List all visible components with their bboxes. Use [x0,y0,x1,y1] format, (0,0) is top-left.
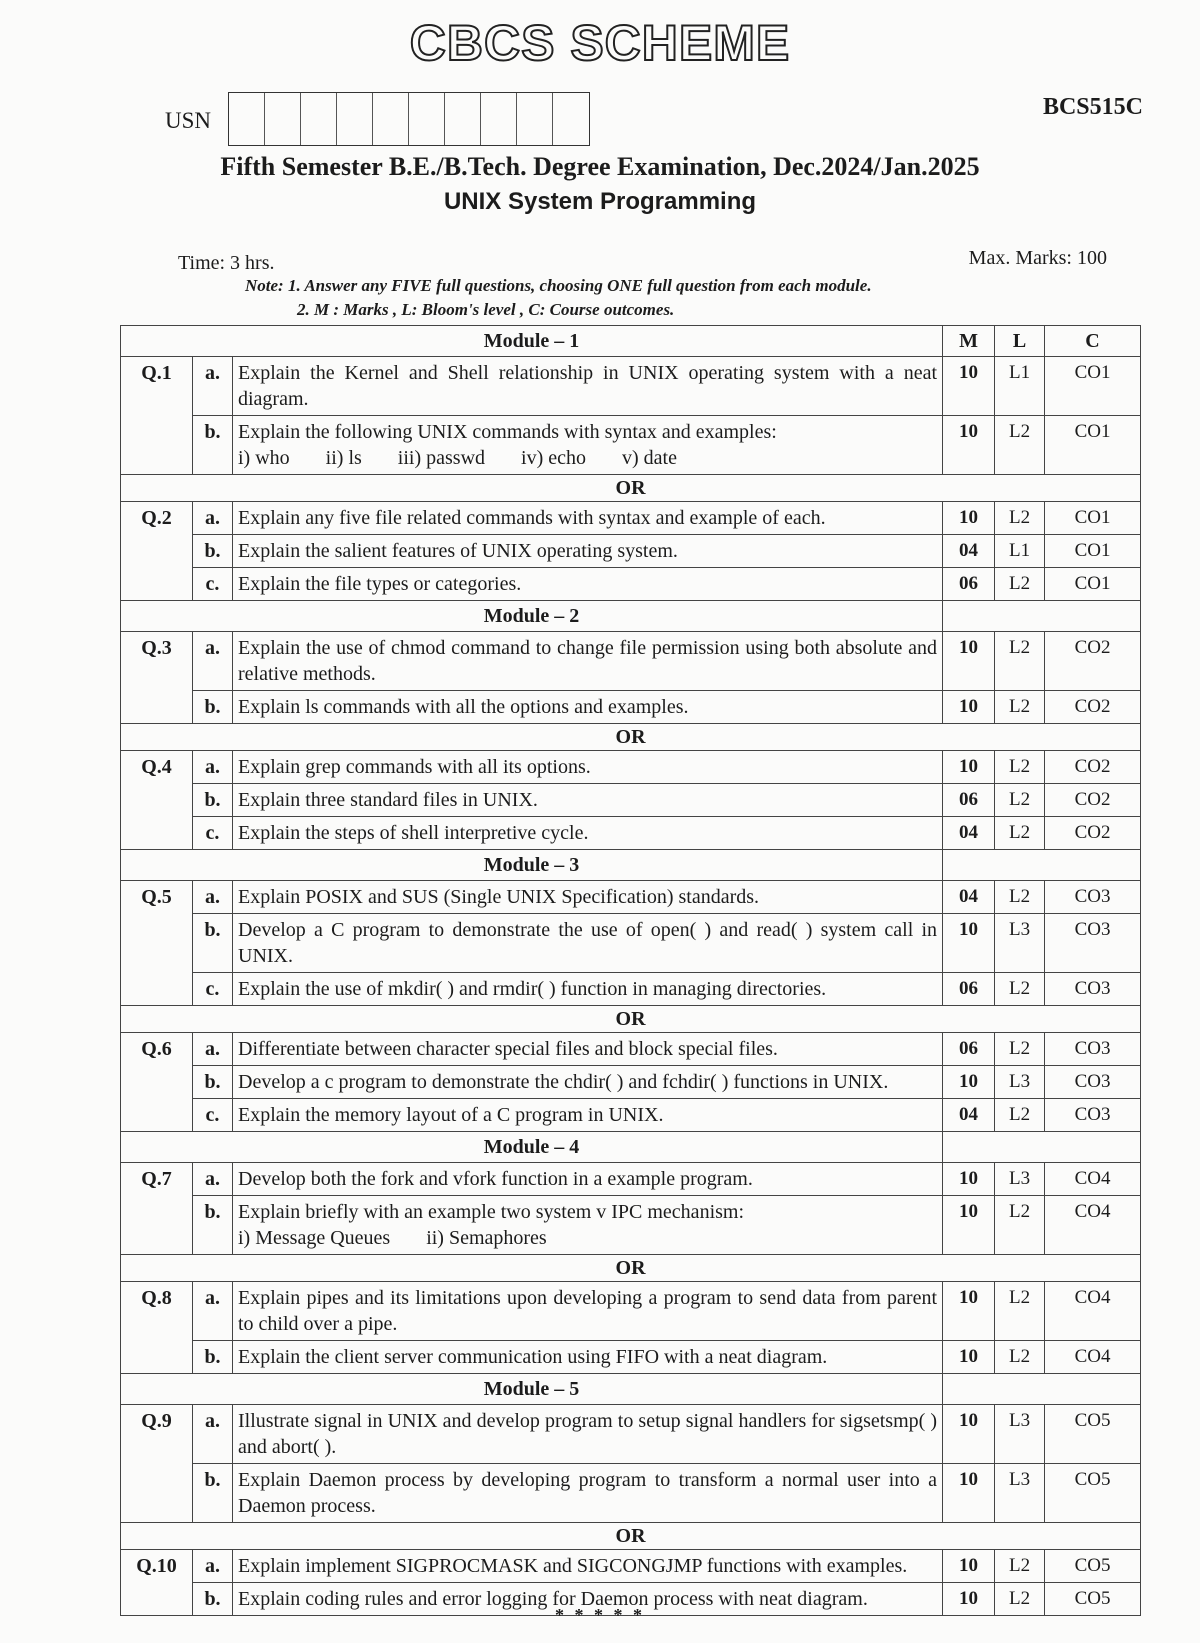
blooms-level: L2 [995,1196,1045,1255]
marks: 10 [943,1196,995,1255]
blooms-level: L2 [995,817,1045,850]
question-row [121,1405,1141,1464]
course-outcome: CO3 [1045,1066,1141,1099]
question-text-cell [233,691,943,724]
usn-box [517,93,553,145]
marks: 04 [943,817,995,850]
question-text-cell [233,1550,943,1583]
course-outcome: CO1 [1045,357,1141,416]
course-outcome: CO5 [1045,1405,1141,1464]
blooms-level: L1 [995,357,1045,416]
question-text: Explain the file types or categories. [238,573,522,595]
or-label: OR [121,475,1141,502]
part-label: a. [193,881,233,914]
part-label: b. [193,784,233,817]
marks: 10 [943,691,995,724]
part-label: b. [193,535,233,568]
question-text: Explain grep commands with all its options. [238,756,591,778]
marks: 10 [943,1341,995,1374]
question-text: Explain the memory layout of a C program in UNIX. [238,1104,664,1126]
part-label: b. [193,914,233,973]
question-text-cell [233,535,943,568]
marks: 06 [943,1033,995,1066]
part-label: c. [193,568,233,601]
part-label: a. [193,1405,233,1464]
blooms-level: L2 [995,1033,1045,1066]
marks: 10 [943,1405,995,1464]
blooms-level: L2 [995,691,1045,724]
course-outcome: CO3 [1045,973,1141,1006]
blooms-level: L2 [995,568,1045,601]
usn-box [229,93,265,145]
question-text: Develop a c program to demonstrate the chdir( ) and fchdir( ) functions in UNIX. [238,1071,889,1093]
blooms-level: L3 [995,1464,1045,1523]
sub-items [238,445,937,471]
question-text: Explain the use of mkdir( ) and rmdir( ) function in managing directories. [238,978,827,1000]
or-label: OR [121,1523,1141,1550]
or-row [121,1006,1141,1033]
question-text-cell [233,1066,943,1099]
marks: 06 [943,784,995,817]
marks: 10 [943,1163,995,1196]
module-header-row [121,601,1141,632]
question-text: Explain ls commands with all the options and examples. [238,696,689,718]
blooms-level: L2 [995,1583,1045,1616]
marks: 10 [943,1550,995,1583]
usn-label: USN [165,108,212,133]
part-label: a. [193,1282,233,1341]
marks: 10 [943,357,995,416]
marks: 10 [943,1066,995,1099]
part-label: b. [193,416,233,475]
blooms-level: L2 [995,632,1045,691]
question-text: Explain POSIX and SUS (Single UNIX Specification) standards. [238,886,760,908]
part-label: a. [193,1550,233,1583]
question-row [121,1033,1141,1066]
blooms-level: L2 [995,502,1045,535]
part-label: a. [193,502,233,535]
question-row [121,1550,1141,1583]
sub-item: i) Message Queues [238,1227,391,1249]
course-outcome: CO5 [1045,1550,1141,1583]
part-label: a. [193,632,233,691]
or-row [121,1523,1141,1550]
marks: 10 [943,632,995,691]
usn-box [409,93,445,145]
module-title-filler [943,850,1141,881]
question-table-body [121,326,1141,1616]
time-allowed: Time: 3 hrs. [178,252,275,274]
question-text: Differentiate between character special files and block special files. [238,1038,778,1060]
course-outcome: CO2 [1045,817,1141,850]
part-label: c. [193,817,233,850]
or-label: OR [121,1255,1141,1282]
blooms-level: L2 [995,1282,1045,1341]
sub-item: ii) ls [325,447,362,469]
question-text: Explain coding rules and error logging for Daemon process with neat diagram. [238,1588,868,1610]
question-row [121,691,1141,724]
usn-box [301,93,337,145]
module-title: Module – 1 [121,326,943,357]
question-table [120,325,1141,1616]
course-outcome: CO4 [1045,1282,1141,1341]
question-row [121,632,1141,691]
part-label: c. [193,1099,233,1132]
module-title-filler [943,1374,1141,1405]
question-text: Develop a C program to demonstrate the use of open( ) and read( ) system call in UNIX. [238,919,938,967]
question-text-cell [233,1405,943,1464]
question-number: Q.6 [121,1033,193,1132]
course-outcome: CO4 [1045,1341,1141,1374]
usn-boxes [228,92,590,146]
course-outcome: CO1 [1045,535,1141,568]
question-row [121,1282,1141,1341]
course-outcome: CO2 [1045,632,1141,691]
question-text-cell [233,502,943,535]
question-row [121,751,1141,784]
end-mark: * * * * * [555,1605,645,1625]
usn-box [337,93,373,145]
module-title-filler [943,601,1141,632]
course-outcome: CO4 [1045,1196,1141,1255]
part-label: b. [193,1196,233,1255]
question-text-cell [233,632,943,691]
module-title: Module – 3 [121,850,943,881]
column-m-header: M [943,326,995,357]
question-text-cell [233,751,943,784]
sub-item: i) who [238,447,290,469]
question-text: Explain the client server communication using FIFO with a neat diagram. [238,1346,828,1368]
exam-title: Fifth Semester B.E./B.Tech. Degree Examination, Dec.2024/Jan.2025 [220,152,980,181]
marks: 04 [943,1099,995,1132]
or-row [121,475,1141,502]
blooms-level: L1 [995,535,1045,568]
module-header-row [121,1374,1141,1405]
question-row [121,881,1141,914]
course-outcome: CO1 [1045,568,1141,601]
part-label: a. [193,1163,233,1196]
course-outcome: CO1 [1045,502,1141,535]
or-label: OR [121,724,1141,751]
question-text-cell [233,784,943,817]
course-outcome: CO3 [1045,881,1141,914]
part-label: b. [193,1341,233,1374]
marks: 06 [943,568,995,601]
marks: 10 [943,1464,995,1523]
blooms-level: L2 [995,973,1045,1006]
marks: 04 [943,535,995,568]
question-row [121,1464,1141,1523]
part-label: b. [193,1066,233,1099]
blooms-level: L2 [995,784,1045,817]
question-text: Develop both the fork and vfork function in a example program. [238,1168,753,1190]
question-text: Explain implement SIGPROCMASK and SIGCONGJMP functions with examples. [238,1555,908,1577]
blooms-level: L2 [995,416,1045,475]
module-title: Module – 5 [121,1374,943,1405]
marks: 10 [943,751,995,784]
course-outcome: CO3 [1045,914,1141,973]
blooms-level: L3 [995,1405,1045,1464]
part-label: a. [193,751,233,784]
question-text: Explain Daemon process by developing program to transform a normal user into a Daemon process. [238,1469,938,1517]
course-outcome: CO5 [1045,1464,1141,1523]
blooms-level: L2 [995,1550,1045,1583]
question-text-cell [233,881,943,914]
column-c-header: C [1045,326,1141,357]
question-text: Explain briefly with an example two system v IPC mechanism: [238,1201,745,1223]
question-number: Q.2 [121,502,193,601]
module-title-filler [943,1132,1141,1163]
question-text-cell [233,568,943,601]
marks: 10 [943,914,995,973]
question-text-cell [233,973,943,1006]
question-text-cell [233,1341,943,1374]
module-header-row [121,1132,1141,1163]
module-title: Module – 4 [121,1132,943,1163]
question-row [121,1099,1141,1132]
subject-title: UNIX System Programming [443,188,757,215]
question-row [121,973,1141,1006]
question-number: Q.7 [121,1163,193,1255]
question-number: Q.4 [121,751,193,850]
course-outcome: CO2 [1045,691,1141,724]
course-outcome: CO2 [1045,784,1141,817]
question-text-cell [233,1196,943,1255]
question-text-cell [233,416,943,475]
question-text: Explain any five file related commands with syntax and example of each. [238,507,826,529]
usn-box [373,93,409,145]
blooms-level: L3 [995,1066,1045,1099]
max-marks: Max. Marks: 100 [968,247,1107,269]
part-label: c. [193,973,233,1006]
part-label: a. [193,357,233,416]
blooms-level: L2 [995,1099,1045,1132]
question-text: Explain three standard files in UNIX. [238,789,538,811]
marks: 04 [943,881,995,914]
column-l-header: L [995,326,1045,357]
question-number: Q.5 [121,881,193,1006]
question-text-cell [233,1464,943,1523]
question-number: Q.3 [121,632,193,724]
course-outcome: CO1 [1045,416,1141,475]
question-row [121,502,1141,535]
question-row [121,1163,1141,1196]
question-text-cell [233,357,943,416]
question-text-cell [233,914,943,973]
marks: 10 [943,1583,995,1616]
part-label: b. [193,691,233,724]
question-text-cell [233,1163,943,1196]
course-outcome: CO2 [1045,751,1141,784]
or-label: OR [121,1006,1141,1033]
course-code: BCS515C [1042,94,1143,120]
module-title: Module – 2 [121,601,943,632]
blooms-level: L3 [995,1163,1045,1196]
sub-item: iv) echo [521,447,586,469]
question-row [121,535,1141,568]
module-header-row [121,850,1141,881]
question-number: Q.1 [121,357,193,475]
marks: 10 [943,1282,995,1341]
blooms-level: L2 [995,881,1045,914]
usn-box [265,93,301,145]
question-row [121,1341,1141,1374]
sub-item: ii) Semaphores [426,1227,547,1249]
course-outcome: CO5 [1045,1583,1141,1616]
part-label: a. [193,1033,233,1066]
question-text-cell [233,817,943,850]
marks: 06 [943,973,995,1006]
marks: 10 [943,502,995,535]
question-row [121,914,1141,973]
scheme-banner: CBCS SCHEME [409,15,791,71]
question-text: Explain the steps of shell interpretive cycle. [238,822,589,844]
question-text: Explain the use of chmod command to change file permission using both absolute and relative methods. [238,637,938,685]
usn-box [481,93,517,145]
part-label: b. [193,1583,233,1616]
note-line-2: 2. M : Marks , L: Bloom's level , C: Course outcomes. [297,300,675,319]
question-text-cell [233,1033,943,1066]
blooms-level: L2 [995,1341,1045,1374]
or-row [121,724,1141,751]
blooms-level: L3 [995,914,1045,973]
usn-box [553,93,589,145]
question-text: Illustrate signal in UNIX and develop program to setup signal handlers for sigsetsmp( ) and abort( ). [238,1410,938,1458]
question-row [121,1196,1141,1255]
question-text: Explain pipes and its limitations upon developing a program to send data from parent to child over a pipe. [238,1287,938,1335]
question-row [121,357,1141,416]
question-number: Q.8 [121,1282,193,1374]
question-number: Q.10 [121,1550,193,1616]
course-outcome: CO3 [1045,1033,1141,1066]
marks: 10 [943,416,995,475]
question-text: Explain the Kernel and Shell relationship in UNIX operating system with a neat diagram. [238,362,938,410]
module-header-row [121,326,1141,357]
sub-item: iii) passwd [397,447,486,469]
note-line-1: Note: 1. Answer any FIVE full questions, choosing ONE full question from each module. [245,276,872,295]
sub-item: v) date [622,447,677,469]
question-row [121,568,1141,601]
course-outcome: CO4 [1045,1163,1141,1196]
or-row [121,1255,1141,1282]
question-row [121,1066,1141,1099]
part-label: b. [193,1464,233,1523]
blooms-level: L2 [995,751,1045,784]
question-text: Explain the following UNIX commands with syntax and examples: [238,421,777,443]
sub-items [238,1225,937,1251]
question-row [121,784,1141,817]
question-text-cell [233,1099,943,1132]
course-outcome: CO3 [1045,1099,1141,1132]
question-row [121,416,1141,475]
question-text-cell [233,1282,943,1341]
question-row [121,817,1141,850]
question-number: Q.9 [121,1405,193,1523]
question-text: Explain the salient features of UNIX operating system. [238,540,678,562]
usn-box [445,93,481,145]
